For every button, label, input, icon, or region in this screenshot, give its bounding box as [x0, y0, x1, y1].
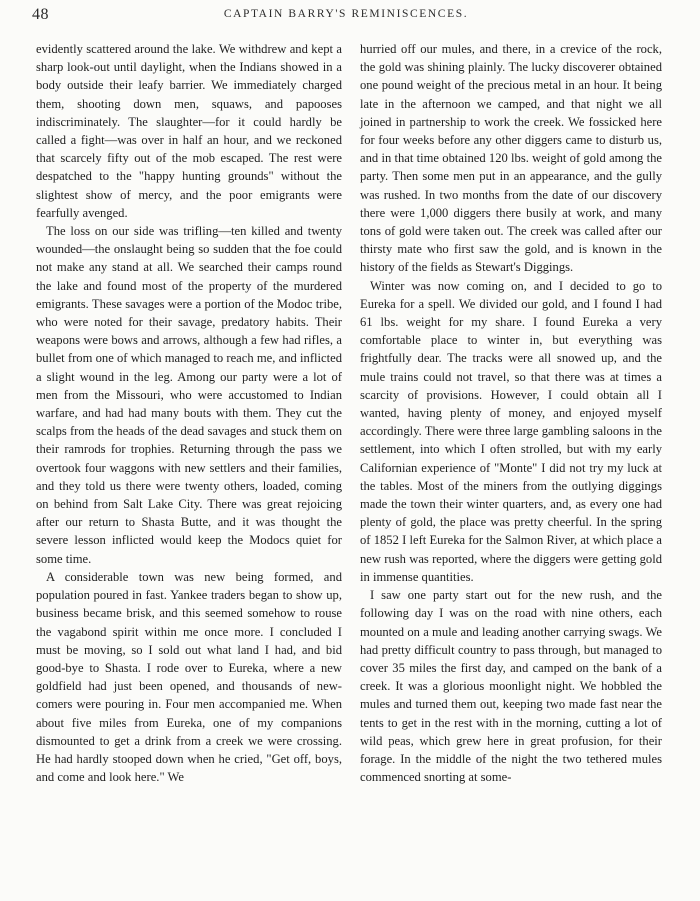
paragraph: Winter was now coming on, and I decided to go to Eureka for a spell. We divided our gold, and I found I had 61 lbs. weight for my share. I found Eureka a very comfortable place to winter in, but everything was frightfully dear. The tracks were all snowed up, and the mule trains could not travel, so that there was at times a scarcity of provisions. However, I could obtain all I wanted, having plenty of money, and enjoyed myself accordingly. There were three large gambling saloons in the settlement, into which I often strolled, but with my early Californian experience of "Monte" I did not try my luck at the tables. Most of the miners from the outlying diggings made the town their winter quarters, and, as every one had plenty of gold, the place was pretty cheerful. In the spring of 1852 I left Eureka for the Salmon River, at which place a new rush was reported, where the diggers were getting gold in immense quantities.	[360, 278, 662, 584]
left-column	[36, 40, 342, 786]
paragraph: hurried off our mules, and there, in a crevice of the rock, the gold was shining plainly. The lucky discoverer obtained one pound weight of the precious metal in an hour. It being late in the afternoon we camped, and that night we all joined in partnership to work the creek. We fossicked here for four weeks before any other diggers came to disturb us, and in that time obtained 120 lbs. weight of gold among the party. Then some men put in an appearance, and the gully was rushed. In two months from the date of our discovery there were 1,000 diggers there busily at work, and many tons of gold were taken out. The creek was called after our thirsty mate who first saw the gold, and is known in the history of the fields as Stewart's Diggings.	[360, 42, 662, 275]
paragraph: The loss on our side was trifling—ten killed and twenty wounded—the onslaught being so sudden that the foe could not make any stand at all. We searched their camps round the lake and found most of the property of the murdered emigrants. These savages were a portion of the Modoc tribe, who were noted for their savage, predatory habits. Their weapons were bows and arrows, although a few had rifles, a bullet from one of which managed to reach me, and inflicted a slight wound in the leg. Among our party were a lot of men from the Missouri, who were accustomed to Indian warfare, and had had many bouts with them. They cut the scalps from the heads of the dead savages and stuck them on their ramrods for trophies. Returning through the pass we overtook four waggons with new settlers and their families, and they told us there were twenty others, loaded, coming on behind from Salt Lake City. There was great rejoicing after our return to Shasta Butte, and it was thought the severe lesson inflicted would keep the Modocs quiet for some time.	[36, 224, 342, 566]
right-column	[360, 40, 662, 786]
page-number: 48	[32, 6, 49, 23]
paragraph: I saw one party start out for the new rush, and the following day I was on the road with nine others, each mounted on a mule and leading another carrying swags. We had pretty difficult country to pass through, but managed to cover 35 miles the first day, and camped on the bank of a creek. It was a glorious moonlight night. We hobbled the mules and turned them out, keeping two made fast near the tents to get in the rest with in the morning, cutting a lot of wild peas, which grew here in great profusion, for their forage. In the middle of the night the two tethered mules commenced snorting at some-	[360, 588, 662, 785]
paragraph: evidently scattered around the lake. We withdrew and kept a sharp look-out until daylight, when the Indians showed in a body outside their leafy barrier. We immediately charged them, shooting down men, squaws, and papooses indiscriminately. The slaughter—for it could hardly be called a fight—was over in half an hour, and we reckoned that scarcely fifty out of the mob escaped. The rest were despatched to the "happy hunting grounds" without the slightest show of mercy, and the poor emigrants were fearfully avenged.	[36, 42, 342, 220]
page-header	[32, 6, 660, 32]
paragraph: A considerable town was new being formed, and population poured in fast. Yankee traders began to show up, business became brisk, and this seemed somehow to rouse the vagabond spirit within me once more. I concluded I must be moving, so I sold out what land I had, and bid good-bye to Shasta. I rode over to Eureka, where a new goldfield had just been opened, and thousands of new-comers were pouring in. Four men accompanied me. When about five miles from Eureka, one of my companions dismounted to get a drink from a creek we were crossing. He had hardly stooped down when he cried, "Get off, boys, and come and look here." We	[36, 569, 342, 785]
running-title: CAPTAIN BARRY'S REMINISCENCES.	[223, 8, 469, 20]
